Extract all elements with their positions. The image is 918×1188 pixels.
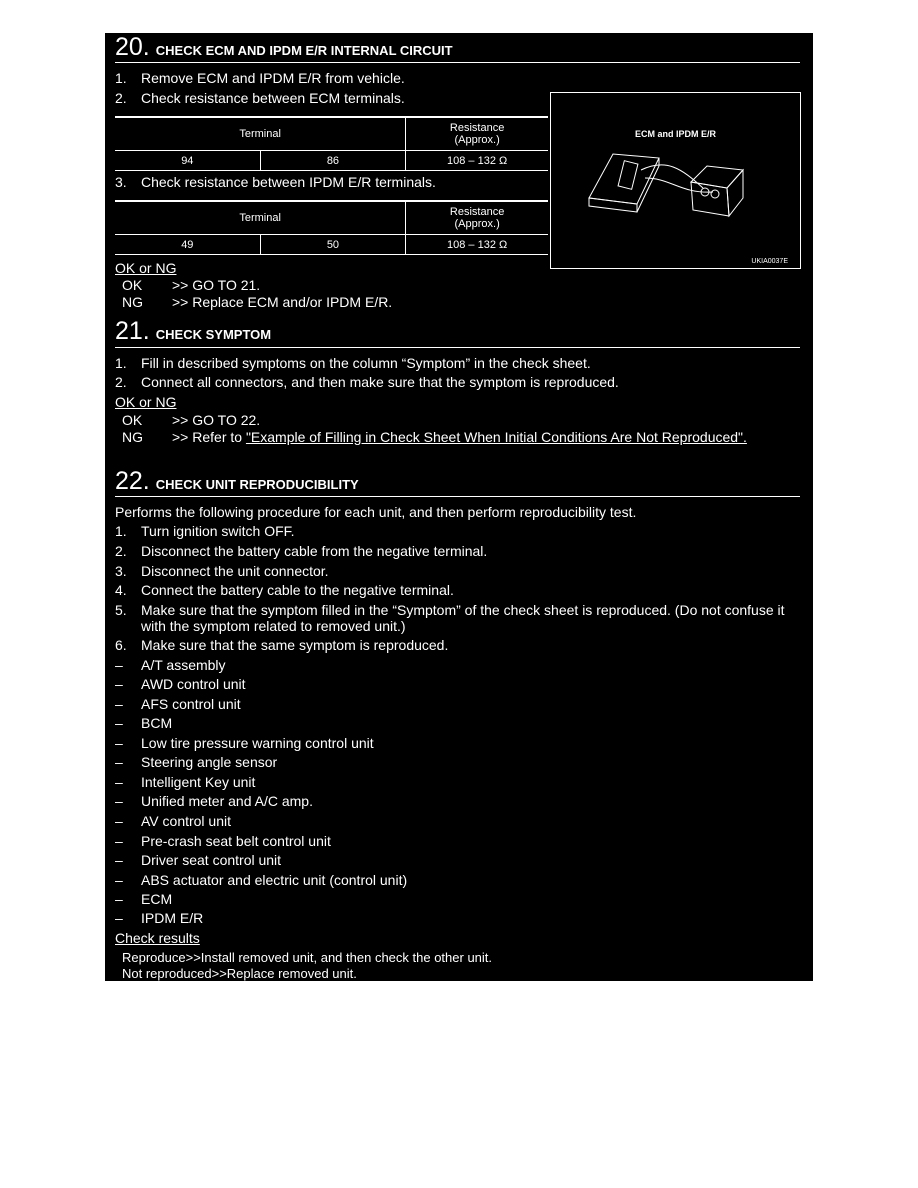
- step: 5. Make sure that the symptom filled in the “Symptom” of the check sheet is reproduced. (Do not confuse it: [115, 602, 785, 618]
- section-number: 20.: [115, 33, 150, 61]
- result-reproduce: Reproduce>>Install removed unit, and then check the other unit.: [122, 950, 493, 965]
- section-title: CHECK ECM AND IPDM E/R INTERNAL CIRCUIT: [155, 43, 453, 58]
- document-page: [105, 33, 813, 981]
- ok-ng-label: OK or NG: [115, 394, 177, 410]
- section-rule: [115, 496, 800, 497]
- section-22-header: [115, 469, 359, 494]
- ecm-ipdm-illustration: [581, 148, 756, 220]
- result-not-reproduced: Not reproduced>>Replace removed unit.: [122, 966, 357, 981]
- unit-item: – Pre-crash seat belt control unit: [115, 833, 331, 849]
- unit-item: – AV control unit: [115, 813, 232, 829]
- ok-result: OK >> GO TO 22.: [122, 412, 261, 428]
- unit-item: – Low tire pressure warning control unit: [115, 735, 374, 751]
- step: 6. Make sure that the same symptom is reproduced.: [115, 637, 449, 653]
- figure-code: UKIA0037E: [751, 258, 788, 265]
- unit-item: – BCM: [115, 715, 173, 731]
- unit-item: – Intelligent Key unit: [115, 774, 256, 790]
- section-20-header: [115, 35, 453, 60]
- unit-item: – Driver seat control unit: [115, 852, 282, 868]
- step: 1. Fill in described symptoms on the column “Symptom” in the check sheet.: [115, 355, 591, 371]
- section-number: 21.: [115, 317, 150, 345]
- section-21-header: [115, 319, 271, 344]
- unit-item: – Steering angle sensor: [115, 754, 278, 770]
- ipdm-resistance-table: [115, 200, 548, 255]
- ng-result: NG >> Replace ECM and/or IPDM E/R.: [122, 294, 393, 310]
- terminal-cell: 49: [115, 235, 260, 255]
- ok-result: OK >> GO TO 21.: [122, 277, 261, 293]
- resistance-cell: 108 – 132 Ω: [406, 151, 548, 171]
- section-rule: [115, 347, 800, 348]
- step: 1. Remove ECM and IPDM E/R from vehicle.: [115, 70, 405, 86]
- section-title: CHECK UNIT REPRODUCIBILITY: [155, 477, 359, 492]
- unit-item: – AWD control unit: [115, 676, 246, 692]
- step: 3. Check resistance between IPDM E/R terminals.: [115, 174, 436, 190]
- section-title: CHECK SYMPTOM: [155, 327, 272, 342]
- resistance-header: Resistance (Approx.): [406, 117, 548, 151]
- ecm-resistance-table: [115, 116, 548, 171]
- terminal-header: Terminal: [115, 117, 406, 151]
- figure-caption: ECM and IPDM E/R: [634, 129, 716, 139]
- terminal-header: Terminal: [115, 201, 406, 235]
- unit-item: – Unified meter and A/C amp.: [115, 793, 313, 809]
- ng-result: NG >> Refer to "Example of Filling in Check Sheet When Initial Conditions Are Not Reproduced".: [122, 429, 747, 445]
- step: 2. Check resistance between ECM terminals.: [115, 90, 405, 106]
- unit-item: – AFS control unit: [115, 696, 241, 712]
- unit-item: – IPDM E/R: [115, 910, 204, 926]
- ok-ng-label: OK or NG: [115, 260, 177, 276]
- step: 4. Connect the battery cable to the negative terminal.: [115, 582, 454, 598]
- step-continuation: with the symptom related to removed unit.): [141, 618, 406, 634]
- terminal-cell: 50: [260, 235, 406, 255]
- unit-item: – ABS actuator and electric unit (control unit): [115, 872, 408, 888]
- ecm-ipdm-figure: [550, 92, 801, 269]
- resistance-cell: 108 – 132 Ω: [406, 235, 548, 255]
- terminal-cell: 86: [260, 151, 406, 171]
- unit-item: – A/T assembly: [115, 657, 226, 673]
- intro-text: Performs the following procedure for each unit, and then perform reproducibility test.: [115, 504, 637, 520]
- section-number: 22.: [115, 467, 150, 495]
- check-results-label: Check results: [115, 930, 200, 946]
- unit-item: – ECM: [115, 891, 173, 907]
- step: 3. Disconnect the unit connector.: [115, 563, 329, 579]
- resistance-header: Resistance (Approx.): [406, 201, 548, 235]
- step: 1. Turn ignition switch OFF.: [115, 523, 295, 539]
- step: 2. Disconnect the battery cable from the negative terminal.: [115, 543, 488, 559]
- check-sheet-example-link[interactable]: "Example of Filling in Check Sheet When Initial Conditions Are Not Reproduced".: [245, 429, 747, 445]
- section-rule: [115, 62, 800, 63]
- terminal-cell: 94: [115, 151, 260, 171]
- step: 2. Connect all connectors, and then make sure that the symptom is reproduced.: [115, 374, 619, 390]
